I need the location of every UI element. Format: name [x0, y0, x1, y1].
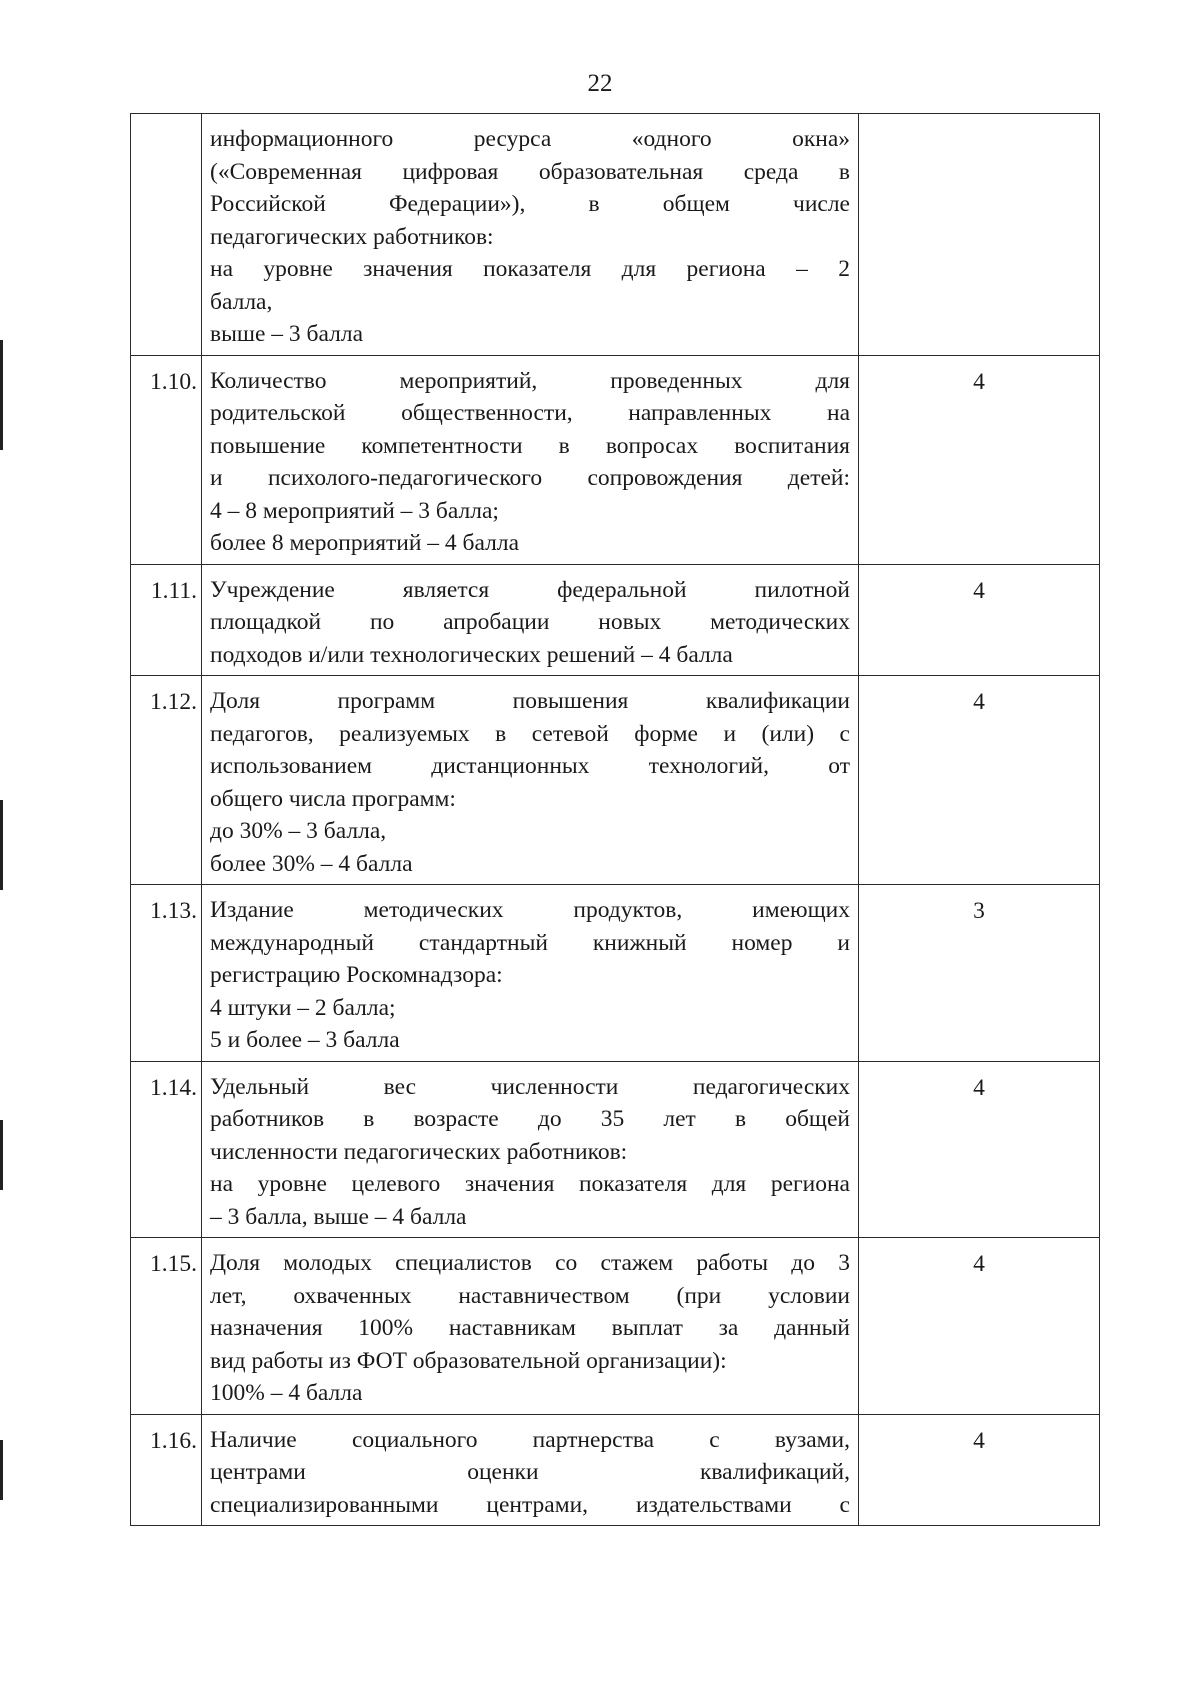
scan-edge-mark	[0, 1120, 3, 1190]
item-number-cell	[131, 1414, 202, 1526]
max-score: 4	[973, 368, 985, 395]
table-row	[131, 885, 1100, 1062]
item-number: 1.16.	[150, 1427, 197, 1454]
table-row	[131, 1061, 1100, 1238]
max-score: 4	[973, 1074, 985, 1101]
criterion-description	[202, 885, 859, 1062]
description-line: более 8 мероприятий – 4 балла	[210, 530, 520, 556]
description-line: численности педагогических работников:	[210, 1138, 628, 1165]
table-row	[131, 355, 1100, 564]
scan-edge-mark	[0, 1440, 3, 1500]
table-row	[131, 1414, 1100, 1526]
description-line: до 30% – 3 балла,	[210, 818, 387, 844]
item-number-cell	[131, 885, 202, 1062]
item-number-cell	[131, 1238, 202, 1415]
description-line: на уровне значения показателя для региона – 2	[210, 256, 850, 282]
criterion-description	[202, 564, 859, 676]
description-line: родительской общественности, направленных на	[210, 400, 850, 426]
max-score-cell	[859, 564, 1100, 676]
criterion-description	[202, 1238, 859, 1415]
description-line: Удельный вес численности педагогических	[210, 1073, 850, 1100]
max-score-cell	[859, 355, 1100, 564]
description-line: 4 штуки – 2 балла;	[210, 994, 396, 1021]
max-score: 4	[973, 577, 985, 604]
description-line: педагогов, реализуемых в сетевой форме и (или) с	[210, 720, 850, 747]
description-line: вид работы из ФОТ образовательной организации):	[210, 1347, 727, 1374]
table-row	[131, 676, 1100, 885]
criterion-description	[202, 114, 859, 356]
description-line: («Современная цифровая образовательная среда в	[210, 158, 850, 185]
item-number-cell	[131, 355, 202, 564]
description-line: более 30% – 4 балла	[210, 850, 413, 877]
table-row	[131, 114, 1100, 356]
criterion-description	[202, 1061, 859, 1238]
description-line: площадкой по апробации новых методических	[210, 609, 850, 635]
description-line: Учреждение является федеральной пилотной	[210, 576, 850, 603]
description-line: балла,	[210, 288, 273, 315]
description-line: 5 и более – 3 балла	[210, 1027, 400, 1053]
description-line: 4 – 8 мероприятий – 3 балла;	[210, 497, 499, 524]
max-score: 4	[973, 1427, 985, 1454]
item-number: 1.12.	[150, 689, 197, 715]
description-line: выше – 3 балла	[210, 321, 364, 347]
max-score-cell	[859, 1414, 1100, 1526]
max-score-cell	[859, 1238, 1100, 1415]
criteria-table-body	[131, 114, 1100, 1526]
description-line: подходов и/или технологических решений – 4 балла	[210, 641, 733, 668]
description-line: лет, охваченных наставничеством (при условии	[210, 1282, 850, 1309]
item-number: 1.15.	[150, 1251, 197, 1277]
description-line: Издание методических продуктов, имеющих	[210, 897, 850, 923]
description-line: Доля программ повышения квалификации	[210, 688, 850, 714]
description-line: повышение компетентности в вопросах воспитания	[210, 432, 850, 459]
item-number-cell	[131, 564, 202, 676]
criterion-description	[202, 355, 859, 564]
criteria-table	[130, 113, 1100, 1526]
description-line: работников в возрасте до 35 лет в общей	[210, 1106, 850, 1132]
max-score: 4	[973, 1251, 985, 1277]
scan-edge-mark	[0, 340, 3, 450]
description-line: специализированными центрами, издательствами с	[210, 1491, 850, 1518]
description-line: Российской Федерации»), в общем числе	[210, 191, 850, 217]
item-number: 1.13.	[150, 898, 197, 924]
description-line: – 3 балла, выше – 4 балла	[210, 1203, 467, 1230]
table-row	[131, 1238, 1100, 1415]
criterion-description	[202, 676, 859, 885]
item-number: 1.10.	[150, 368, 197, 395]
description-line: 100% – 4 балла	[210, 1380, 363, 1406]
description-line: назначения 100% наставникам выплат за данный	[210, 1315, 850, 1341]
description-line: Доля молодых специалистов со стажем работы до 3	[210, 1250, 850, 1276]
description-line: центрами оценки квалификаций,	[210, 1459, 850, 1485]
max-score-cell	[859, 1061, 1100, 1238]
max-score: 3	[973, 898, 985, 924]
table-row	[131, 564, 1100, 676]
description-line: и психолого-педагогического сопровождения детей:	[210, 465, 850, 491]
max-score-cell	[859, 885, 1100, 1062]
description-line: международный стандартный книжный номер и	[210, 929, 850, 956]
max-score-cell	[859, 114, 1100, 356]
criterion-description	[202, 1414, 859, 1526]
description-line: регистрацию Роскомнадзора:	[210, 962, 503, 988]
description-line: общего числа программ:	[210, 785, 456, 812]
scan-edge-mark	[0, 800, 3, 890]
item-number-cell	[131, 114, 202, 356]
item-number-cell	[131, 676, 202, 885]
description-line: информационного ресурса «одного окна»	[210, 126, 850, 152]
max-score-cell	[859, 676, 1100, 885]
description-line: Количество мероприятий, проведенных для	[210, 367, 850, 394]
item-number-cell	[131, 1061, 202, 1238]
description-line: педагогических работников:	[210, 223, 494, 250]
item-number: 1.14.	[150, 1074, 197, 1101]
description-line: использованием дистанционных технологий, от	[210, 753, 850, 779]
page-number: 22	[587, 70, 613, 97]
description-line: на уровне целевого значения показателя для региона	[210, 1171, 850, 1197]
item-number: 1.11.	[150, 577, 197, 604]
description-line: Наличие социального партнерства с вузами,	[210, 1426, 850, 1453]
max-score: 4	[973, 689, 985, 715]
